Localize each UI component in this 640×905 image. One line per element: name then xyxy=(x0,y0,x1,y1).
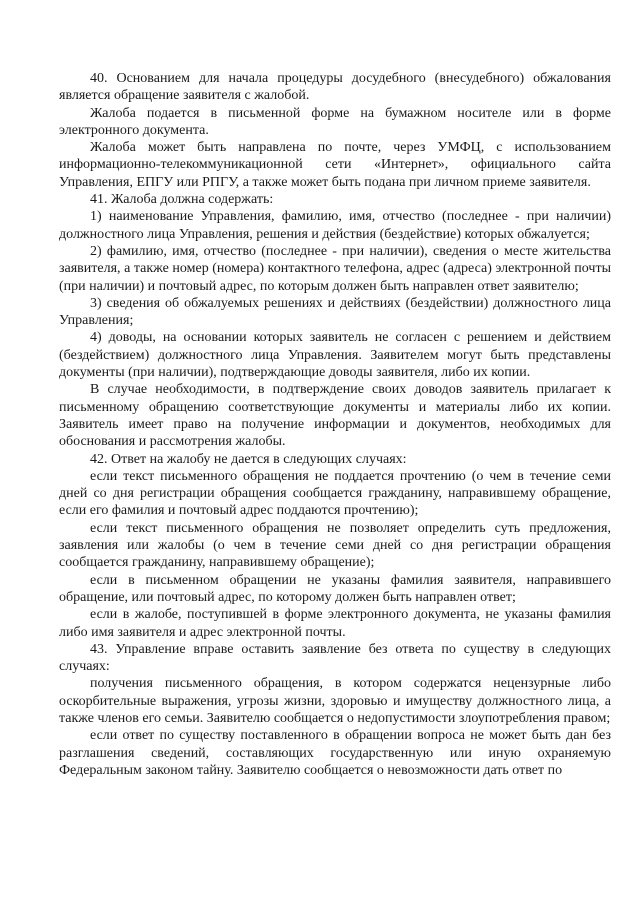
paragraph-43-heading: 43. Управление вправе оставить заявление без ответа по существу в следующих случаях: xyxy=(59,641,611,675)
paragraph-42-case-unclear: если текст письменного обращения не позволяет определить суть предложения, заявления или жалобы (о чем в течение семи дней со дня регистрации обращения сообщается гражданину, направившему обращение); xyxy=(59,520,611,571)
paragraph-42-case-no-name: если в письменном обращении не указаны фамилия заявителя, направившего обращение, или почтовый адрес, по которому должен быть направлен ответ; xyxy=(59,572,611,605)
paragraph-41-item-3: 3) сведения об обжалуемых решениях и действиях (бездействии) должностного лица Управления; xyxy=(59,295,611,329)
paragraph-supporting-documents: В случае необходимости, в подтверждение своих доводов заявитель прилагает к письменному обращению соответствующие документы и материалы либо их копии. Заявитель имеет право на получение информации и документов, необходимых для обоснования и рассмотрения жалобы. xyxy=(59,382,611,450)
paragraph-41-heading: 41. Жалоба должна содержать: xyxy=(90,192,274,208)
paragraph-complaint-channels: Жалоба может быть направлена по почте, через УМФЦ, с использованием информационно-телекоммуникационной сети «Интернет», официального сайта Управления, ЕПГУ или РПГУ, а также может быть подана при личном приеме заявителя. xyxy=(59,140,611,190)
paragraph-41-item-1: 1) наименование Управления, фамилию, имя, отчество (последнее - при наличии) должностного лица Управления, решения и действия (бездействие) которых обжалуется; xyxy=(59,209,611,242)
paragraph-42-case-unreadable: если текст письменного обращения не поддается прочтению (о чем в течение семи дней со дня регистрации обращения сообщается гражданину, направившему обращение, если его фамилия и почтовый адрес поддаются прочтению); xyxy=(59,468,611,519)
paragraph-41-item-4: 4) доводы, на основании которых заявитель не согласен с решением и действием (бездействием) должностного лица Управления. Заявителем могут быть представлены документы (при наличии), подтверждающие доводы заявителя, либо их копии. xyxy=(59,330,611,381)
paragraph-43-case-offensive: получения письменного обращения, в котором содержатся нецензурные либо оскорбительные выражения, угрозы жизни, здоровью и имуществу должностного лица, а также членов его семьи. Заявителю сообщается о недопустимости злоупотребления правом; xyxy=(59,676,611,726)
paragraph-42-heading: 42. Ответ на жалобу не дается в следующих случаях: xyxy=(90,451,407,467)
paragraph-41-item-2: 2) фамилию, имя, отчество (последнее - при наличии), сведения о месте жительства заявителя, а также номер (номера) контактного телефона, адрес (адреса) электронной почты (при наличии) и почтовый адрес, по которым должен быть направлен ответ заявителю; xyxy=(59,243,611,294)
paragraph-43-case-secret: если ответ по существу поставленного в обращении вопроса не может быть дан без разглашения сведений, составляющих государственную или иную охраняемую Федеральным законом тайну. Заявителю сообщается о невозможности дать ответ по xyxy=(59,728,611,778)
paragraph-42-case-electronic: если в жалобе, поступившей в форме электронного документа, не указаны фамилия либо имя заявителя и адрес электронной почты. xyxy=(59,607,611,640)
document-body xyxy=(59,70,611,779)
paragraph-40-basis: 40. Основанием для начала процедуры досудебного (внесудебного) обжалования является обращение заявителя с жалобой. xyxy=(59,71,611,104)
paragraph-complaint-form: Жалоба подается в письменной форме на бумажном носителе или в форме электронного документа. xyxy=(59,105,611,138)
